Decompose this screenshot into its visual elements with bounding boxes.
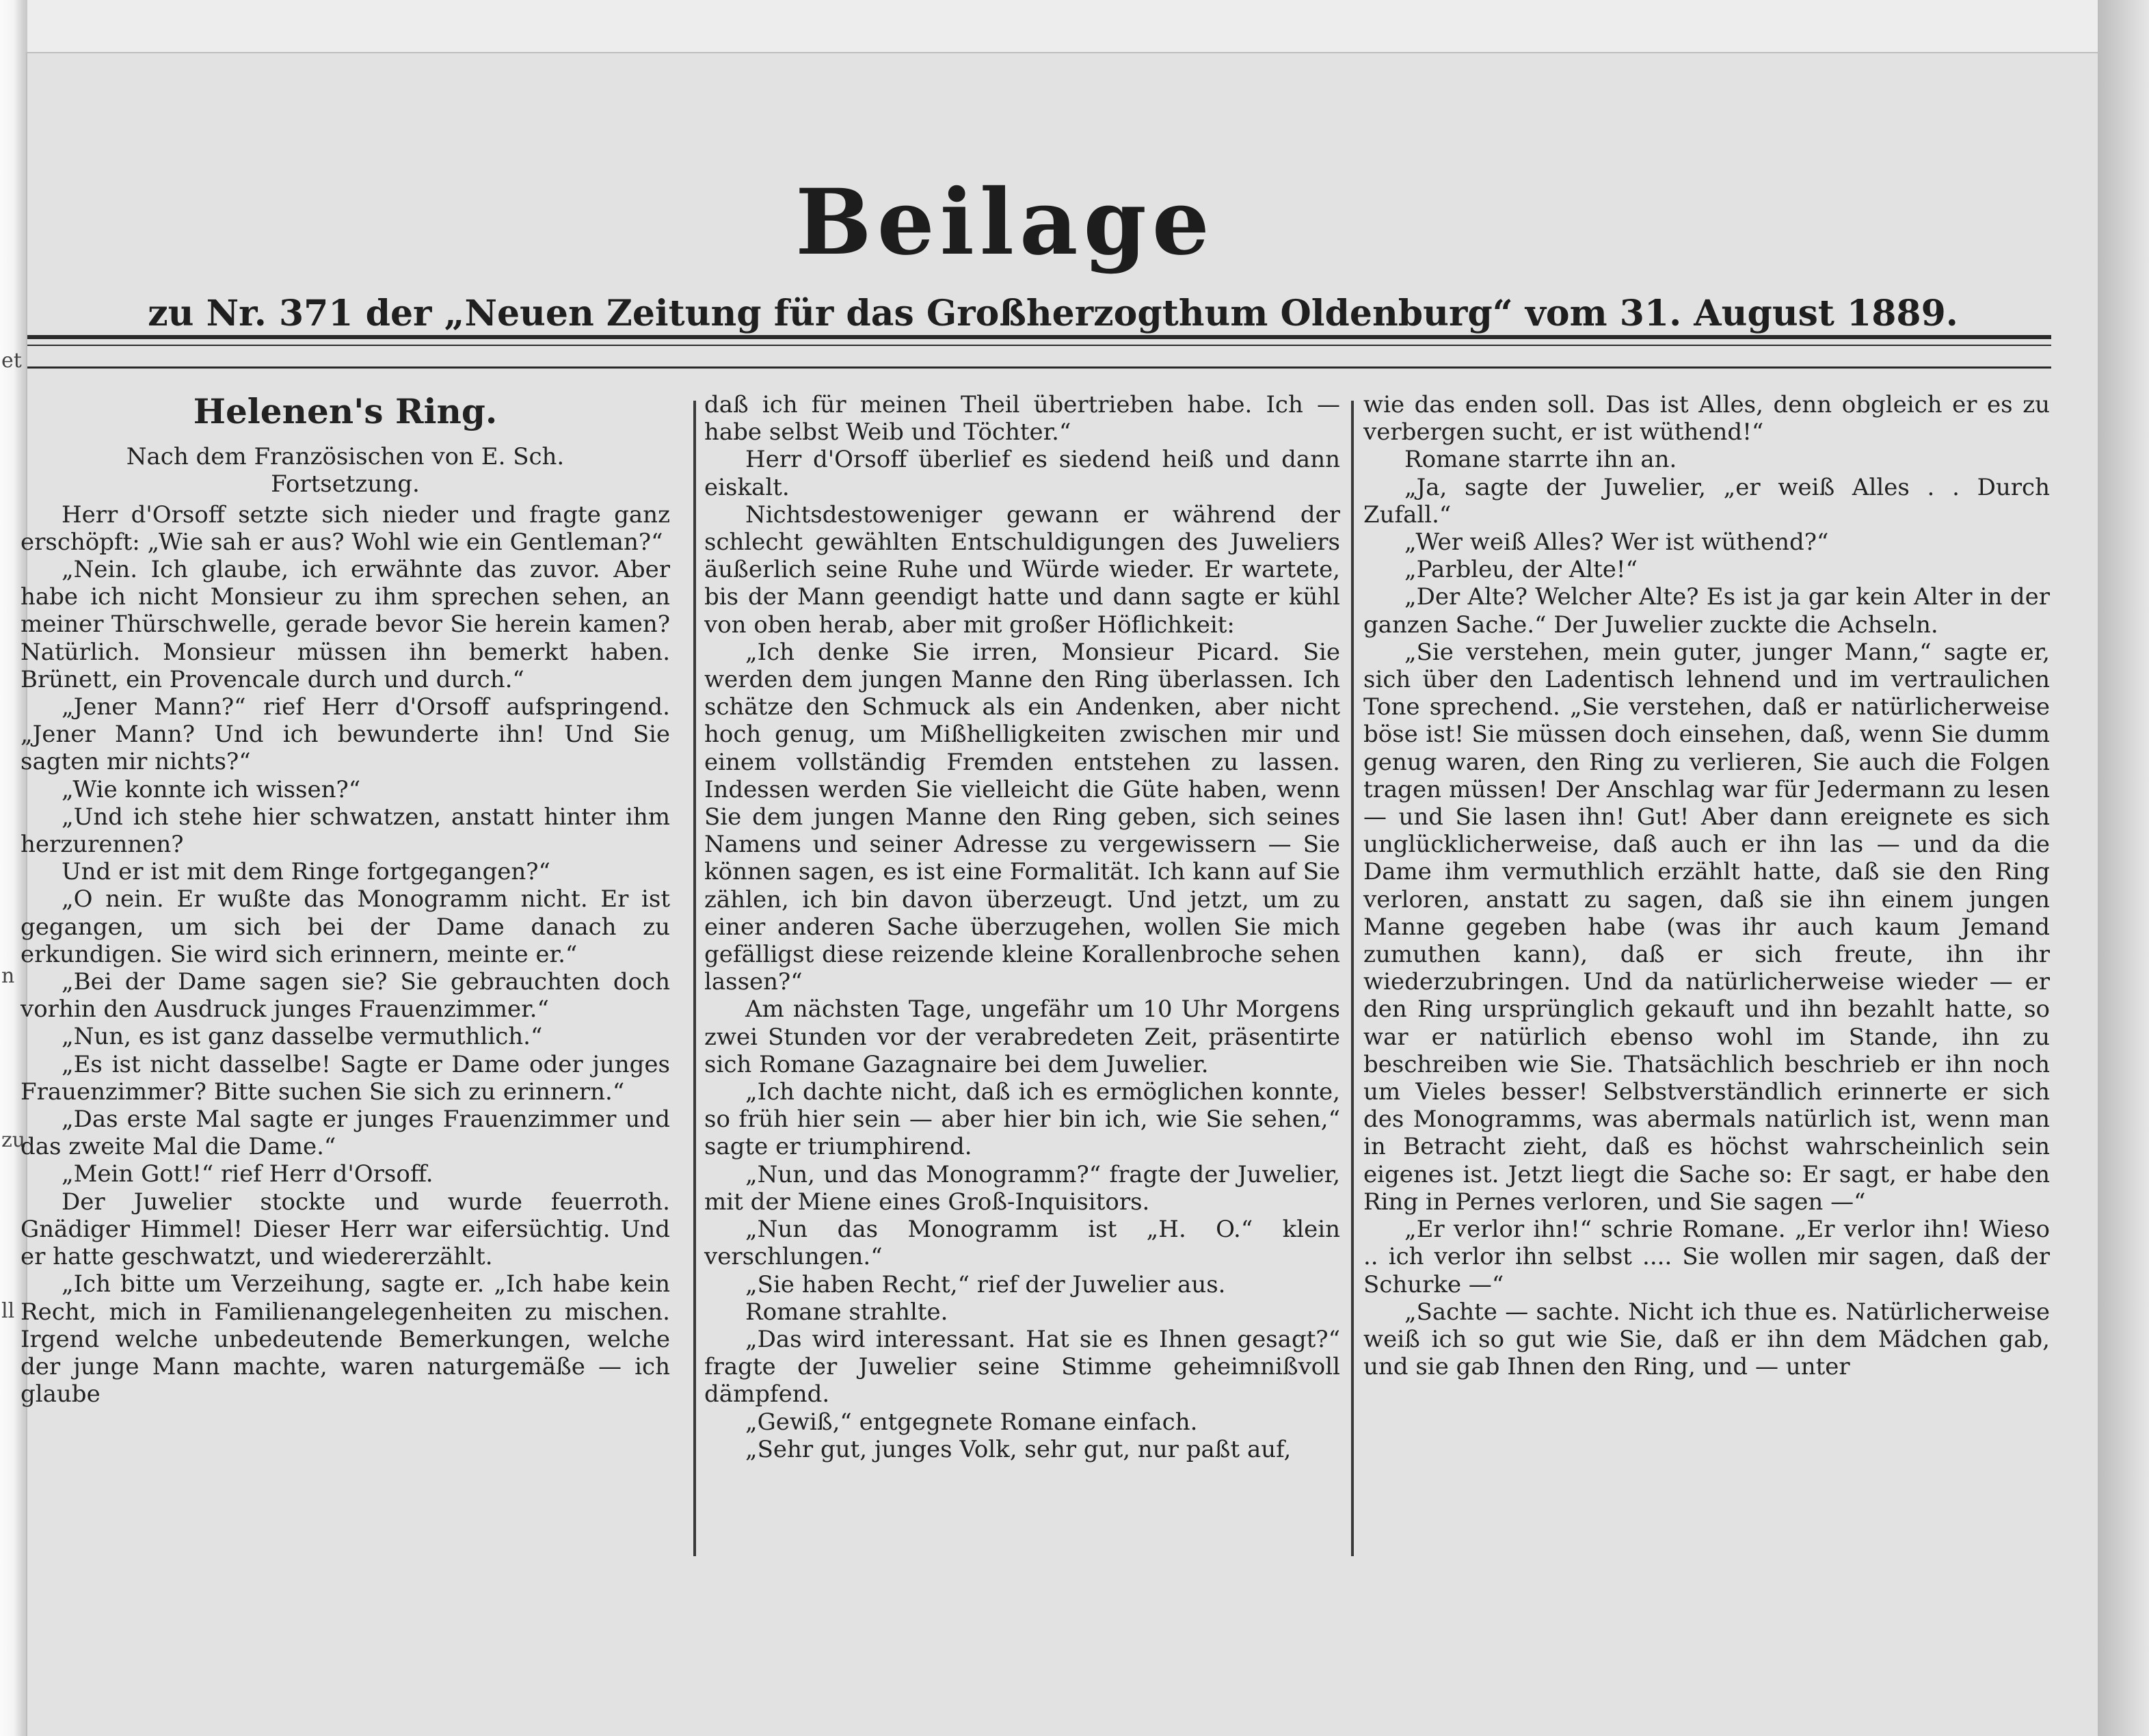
paragraph: „Sehr gut, junges Volk, sehr gut, nur paßt auf, [745, 1435, 1292, 1463]
paragraph: „Sie verstehen, mein guter, junger Mann,“ sagte er, sich über den Ladentisch lehnend und im vertraulichen Tone sprechend. „Sie verstehen, daß er natürlicherweise böse ist! Sie müssen doch einsehen, daß, wenn Sie dumm genug waren, den Ring zu verlieren, Sie auch die Folgen tragen müssen! Der Anschlag war für Jedermann zu lesen — und Sie lasen ihn! Gut! Aber dann ereignete es sich unglücklicherweise, daß auch er ihn las — und da die Dame ihm vermuthlich erzählt hatte, daß sie den Ring verloren, anstatt zu sagen, daß sie ihn einem jungen Manne gegeben habe (was ihr auch kaum Jemand zumuthen kann), daß er sich freute, ihn ihr wiederzubringen. Und da natürlicherweise wieder — er den Ring ursprünglich gekauft und ihn bezahlt hatte, so war er natürlich ebenso wohl im Stande, ihn zu beschreiben wie Sie. Thatsächlich beschrieb er ihn noch um Vieles besser! Selbstverständlich erinnerte er sich des Monogramms, was abermals natürlich ist, wenn man in Betracht zieht, daß es höchst wahrscheinlich sein eigenes ist. Jetzt liegt die Sache so: Er sagt, er habe den Ring in Pernes verloren, und Sie sagen —“ [1363, 638, 2050, 1216]
paragraph: „Sie haben Recht,“ rief der Juwelier aus. [745, 1270, 1226, 1298]
paragraph: Herr d'Orsoff überlief es siedend heiß und dann eiskalt. [704, 446, 1340, 501]
paragraph: „Ich bitte um Verzeihung, sagte er. „Ich habe kein Recht, mich in Familienangelegenheiten zu mischen. Irgend welche unbedeutende Bemerkungen, welche der junge Mann machte, waren naturgemäße — ich glaube [21, 1270, 670, 1408]
article-column-2 [704, 391, 1340, 1463]
article-column-1 [21, 391, 670, 1408]
article-column-3 [1363, 391, 2050, 1380]
paragraph: „Bei der Dame sagen sie? Sie gebrauchten doch vorhin den Ausdruck junges Frauenzimmer.“ [21, 968, 670, 1024]
paragraph: „Das wird interessant. Hat sie es Ihnen gesagt?“ fragte der Juwelier seine Stimme geheimnißvoll dämpfend. [704, 1325, 1340, 1408]
article-byline: Nach dem Französischen von E. Sch. [126, 443, 565, 471]
paragraph: „Der Alte? Welcher Alte? Es ist ja gar kein Alter in der ganzen Sache.“ Der Juwelier zuckte die Achseln. [1363, 583, 2050, 639]
paragraph: Romane strahlte. [745, 1298, 948, 1326]
masthead-subtitle: zu Nr. 371 der „Neuen Zeitung für das Großherzogthum Oldenburg“ vom 31. August 1889. [148, 293, 1958, 334]
paragraph: „Ja, sagte der Juwelier, „er weiß Alles . . Durch Zufall.“ [1363, 473, 2050, 529]
paragraph: daß ich für meinen Theil übertrieben habe. Ich — habe selbst Weib und Töchter.“ [704, 391, 1340, 446]
paragraph: „Wie konnte ich wissen?“ [62, 775, 361, 803]
paragraph: „Nun das Monogramm ist „H. O.“ klein verschlungen.“ [704, 1216, 1340, 1271]
paragraph: „Gewiß,“ entgegnete Romane einfach. [745, 1408, 1198, 1436]
paragraph: „Jener Mann?“ rief Herr d'Orsoff aufspringend. „Jener Mann? Und ich bewunderte ihn! Und Sie sagten mir nichts?“ [21, 693, 670, 776]
paragraph: „Ich denke Sie irren, Monsieur Picard. Sie werden dem jungen Manne den Ring überlassen. Ich schätze den Schmuck als ein Andenken, aber nicht hoch genug, um Mißhelligkeiten zwischen mir und einem vollständig Fremden entstehen zu lassen. Indessen werden Sie vielleicht die Güte haben, wenn Sie dem jungen Manne den Ring geben, sich seines Namens und seiner Adresse zu vergewissern — Sie können sagen, es ist eine Formalität. Ich kann auf Sie zählen, ich bin davon überzeugt. Und jetzt, um zu einer anderen Sache überzugehen, wollen Sie mich gefälligst diese reizende kleine Korallenbroche sehen lassen?“ [704, 638, 1340, 996]
paragraph: „Und ich stehe hier schwatzen, anstatt hinter ihm herzurennen? [21, 803, 670, 859]
header-rule [27, 366, 2051, 369]
paragraph: „Es ist nicht dasselbe! Sagte er Dame oder junges Frauenzimmer? Bitte suchen Sie sich zu erinnern.“ [21, 1050, 670, 1106]
paragraph: wie das enden soll. Das ist Alles, denn obgleich er es zu verbergen sucht, er ist wüthend!“ [1363, 391, 2050, 446]
page-right-shadow [2098, 0, 2149, 1736]
paragraph: Nichtsdestoweniger gewann er während der schlecht gewählten Entschuldigungen des Juweliers äußerlich seine Ruhe und Würde wieder. Er wartete, bis der Mann geendigt hatte und dann sagte er kühl von oben herab, aber mit großer Höflichkeit: [704, 500, 1340, 639]
edge-fragment: zu [1, 1128, 26, 1152]
paragraph: „Wer weiß Alles? Wer ist wüthend?“ [1404, 529, 1829, 557]
paragraph: „Das erste Mal sagte er junges Frauenzimmer und das zweite Mal die Dame.“ [21, 1106, 670, 1161]
edge-fragment: et [1, 349, 22, 373]
paragraph: „Parbleu, der Alte!“ [1404, 556, 1638, 584]
masthead-title: Beilage [795, 170, 1215, 276]
paragraph: „Nun, es ist ganz dasselbe vermuthlich.“ [62, 1023, 543, 1051]
paragraph: „Nein. Ich glaube, ich erwähnte das zuvor. Aber habe ich nicht Monsieur zu ihm sprechen sehen, an meiner Thürschwelle, gerade bevor Sie herein kamen? Natürlich. Monsieur müssen ihn bemerkt haben. Brünett, ein Provencale durch und durch.“ [21, 556, 670, 693]
column-rule-1 [693, 401, 696, 1556]
paragraph: Herr d'Orsoff setzte sich nieder und fragte ganz erschöpft: „Wie sah er aus? Wohl wie ein Gentleman?“ [21, 500, 670, 556]
paragraph: Romane starrte ihn an. [1404, 446, 1677, 474]
paragraph: „Sachte — sachte. Nicht ich thue es. Natürlicherweise weiß ich so gut wie Sie, daß er ihn dem Mädchen gab, und sie gab Ihnen den Ring, und — unter [1363, 1298, 2050, 1381]
paragraph: „O nein. Er wußte das Monogramm nicht. Er ist gegangen, um sich bei der Dame danach zu erkundigen. Sie wird sich erinnern, meinte er.“ [21, 885, 670, 968]
edge-fragment: ll [1, 1299, 15, 1323]
masthead-rule-thick [27, 335, 2051, 339]
paragraph: Am nächsten Tage, ungefähr um 10 Uhr Morgens zwei Stunden vor der verabredeten Zeit, präsentirte sich Romane Gazagnaire bei dem Juwelier. [704, 996, 1340, 1078]
masthead-rule-thin [27, 345, 2051, 346]
paragraph: „Mein Gott!“ rief Herr d'Orsoff. [62, 1160, 433, 1188]
article-title: Helenen's Ring. [193, 391, 498, 431]
paragraph: „Ich dachte nicht, daß ich es ermöglichen konnte, so früh hier sein — aber hier bin ich, wie Sie sehen,“ sagte er triumphirend. [704, 1078, 1340, 1161]
edge-fragment: n [1, 964, 15, 988]
article-continuation: Fortsetzung. [271, 470, 420, 498]
paragraph: Der Juwelier stockte und wurde feuerroth. Gnädiger Himmel! Dieser Herr war eifersüchtig. Und er hatte geschwatzt, und wiedererzählt. [21, 1188, 670, 1271]
paragraph: „Er verlor ihn!“ schrie Romane. „Er verlor ihn! Wieso .. ich verlor ihn selbst .... Sie wollen mir sagen, daß der Schurke —“ [1363, 1216, 2050, 1298]
paragraph: „Nun, und das Monogramm?“ fragte der Juwelier, mit der Miene eines Groß-Inquisitors. [704, 1160, 1340, 1216]
paragraph: Und er ist mit dem Ringe fortgegangen?“ [62, 858, 550, 886]
column-rule-2 [1351, 401, 1354, 1556]
